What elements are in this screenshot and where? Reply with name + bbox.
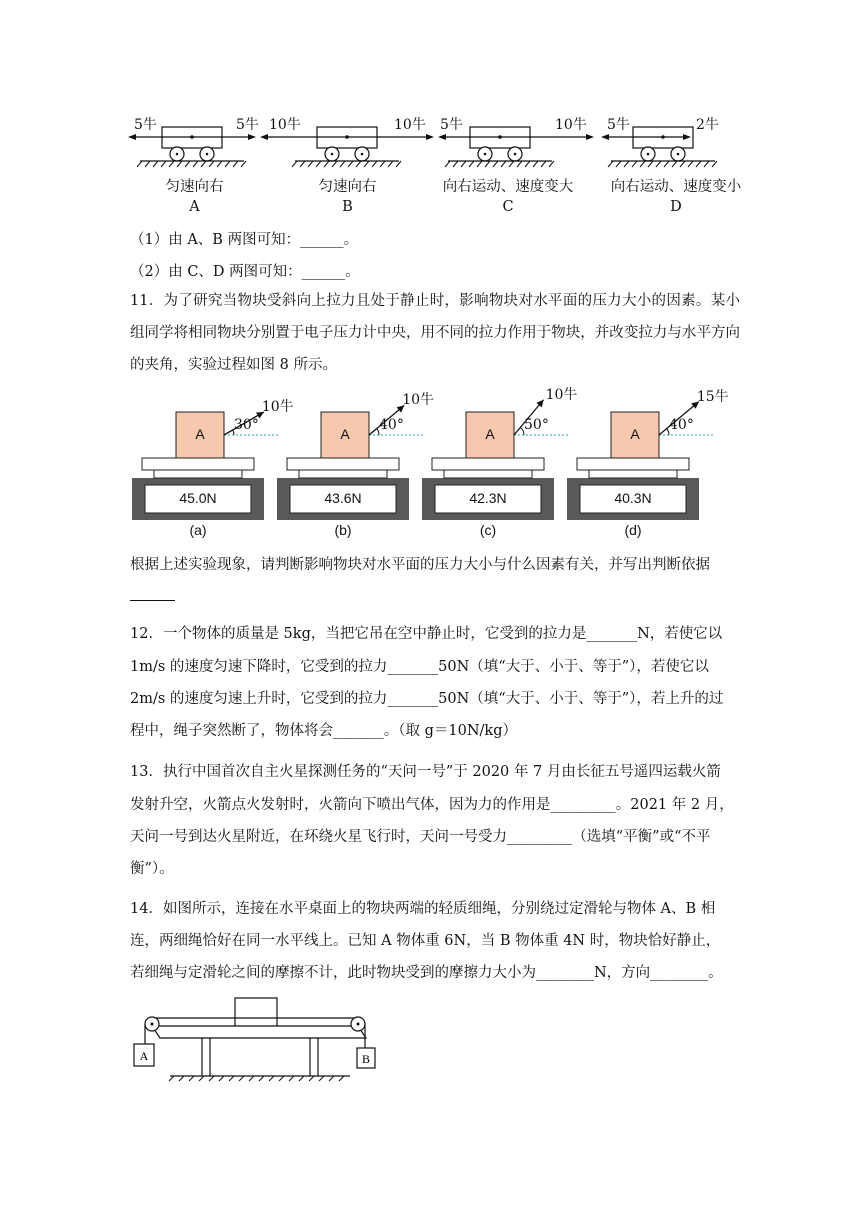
q11-after: 根据上述实验现象，请判断影响物块对水平面的压力大小与什么因素有关，并写出判断依据 [130,557,710,573]
q14-line3: 若细绳与定滑轮之间的摩擦不计，此时物块受到的摩擦力大小为________N，方向________。 [130,965,723,981]
scale-platform [142,458,254,470]
tabletop [152,1026,366,1038]
cart-d-left-force: 5牛 [607,117,630,133]
block-label: A [630,426,640,442]
block-label: A [485,426,495,442]
force-value: 10牛 [402,392,435,409]
cart-b-left-force: 10牛 [269,117,301,133]
angle-value: 50° [524,417,549,433]
angle-value: 40° [669,417,694,433]
figure-tag: (c) [479,522,497,538]
block-label: A [195,426,205,442]
figure-tag: (d) [624,522,642,538]
q11-answer-blank[interactable] [130,600,175,601]
figure-tag: (a) [189,522,207,538]
cart-d-letter: D [670,199,682,215]
q12-line2: 1m/s 的速度匀速下降时，它受到的拉力_______50N（填“大于、小于、等于”），若使它以 [130,659,709,675]
figure-tag: (b) [334,522,352,538]
q14-line1: 14．如图所示，连接在水平桌面上的物块两端的轻质细绳，分别绕过定滑轮与物体 A、B 相 [130,901,716,917]
cart-d-right-force: 2牛 [696,117,719,133]
scale-platform [432,458,544,470]
cart-c-right-force: 10牛 [555,117,587,133]
weight-b-label: B [361,1052,371,1066]
cart-c-left-force: 5牛 [440,117,463,133]
angle-value: 30° [234,417,259,433]
cart-a-state: 匀速向右 [165,179,224,195]
cart-b-letter: B [342,199,353,215]
scale-reading: 40.3N [614,490,652,506]
q13-line1: 13．执行中国首次自主火星探测任务的“天问一号”于 2020 年 7 月由长征五号遥四运载火箭 [130,764,721,780]
angle-value: 40° [379,417,404,433]
q14-line2: 连，两细绳恰好在同一水平线上。已知 A 物体重 6N，当 B 物体重 4N 时，物块恰好静止， [130,933,721,949]
weight-a-label: A [139,1049,149,1063]
scale-platform [287,458,399,470]
block-label: A [340,426,350,442]
q11-text: 11．为了研究当物块受斜向上拉力且处于静止时，影响物块对水平面的压力大小的因素。某小组同学将相同物块分别置于电子压力计中央，用不同的拉力作用于物块，并改变拉力与水平方向的夹角，实验过程如图 8 所示。 [130,293,740,373]
cart-c-letter: C [502,199,514,215]
scale-reading: 45.0N [179,490,217,506]
q13-line2: 发射升空，火箭点火发射时，火箭向下喷出气体，因为力的作用是_________。2021 年 2 月， [130,797,734,813]
scale-reading: 42.3N [469,490,507,506]
q13-line3: 天问一号到达火星附近，在环绕火星飞行时，天问一号受力_________（选填“平衡”或“不平 [130,829,711,845]
q13-line4: 衡”）。 [130,861,174,877]
cart-b-state: 匀速向右 [318,179,377,195]
q12-line4: 程中，绳子突然断了，物体将会_______。（取 g＝10N/kg） [130,723,517,739]
cart-a-left-force: 5牛 [134,117,157,133]
cart-a-letter: A [189,199,200,215]
cart-c-state: 向右运动、速度变大 [442,179,574,195]
pulley-figure [130,990,390,1090]
q10-sub2: （2）由 C、D 两图可知：______。 [130,264,360,280]
scale-reading: 43.6N [324,490,362,506]
force-value: 10牛 [261,399,294,415]
force-value: 15牛 [696,388,729,405]
scale-platform [577,458,689,470]
cart-a-right-force: 5牛 [236,117,259,133]
q10-sub1: （1）由 A、B 两图可知：______。 [130,232,359,248]
q12-line3: 2m/s 的速度匀速上升时，它受到的拉力_______50N（填“大于、小于、等于”），若上升的过 [130,691,724,707]
cart-b-right-force: 10牛 [394,117,426,133]
cart-d-state: 向右运动、速度变小 [610,179,742,195]
q12-line1: 12．一个物体的质量是 5kg，当把它吊在空中静止时，它受到的拉力是_______N，若使它以 [130,626,723,642]
force-value: 10牛 [545,386,578,403]
